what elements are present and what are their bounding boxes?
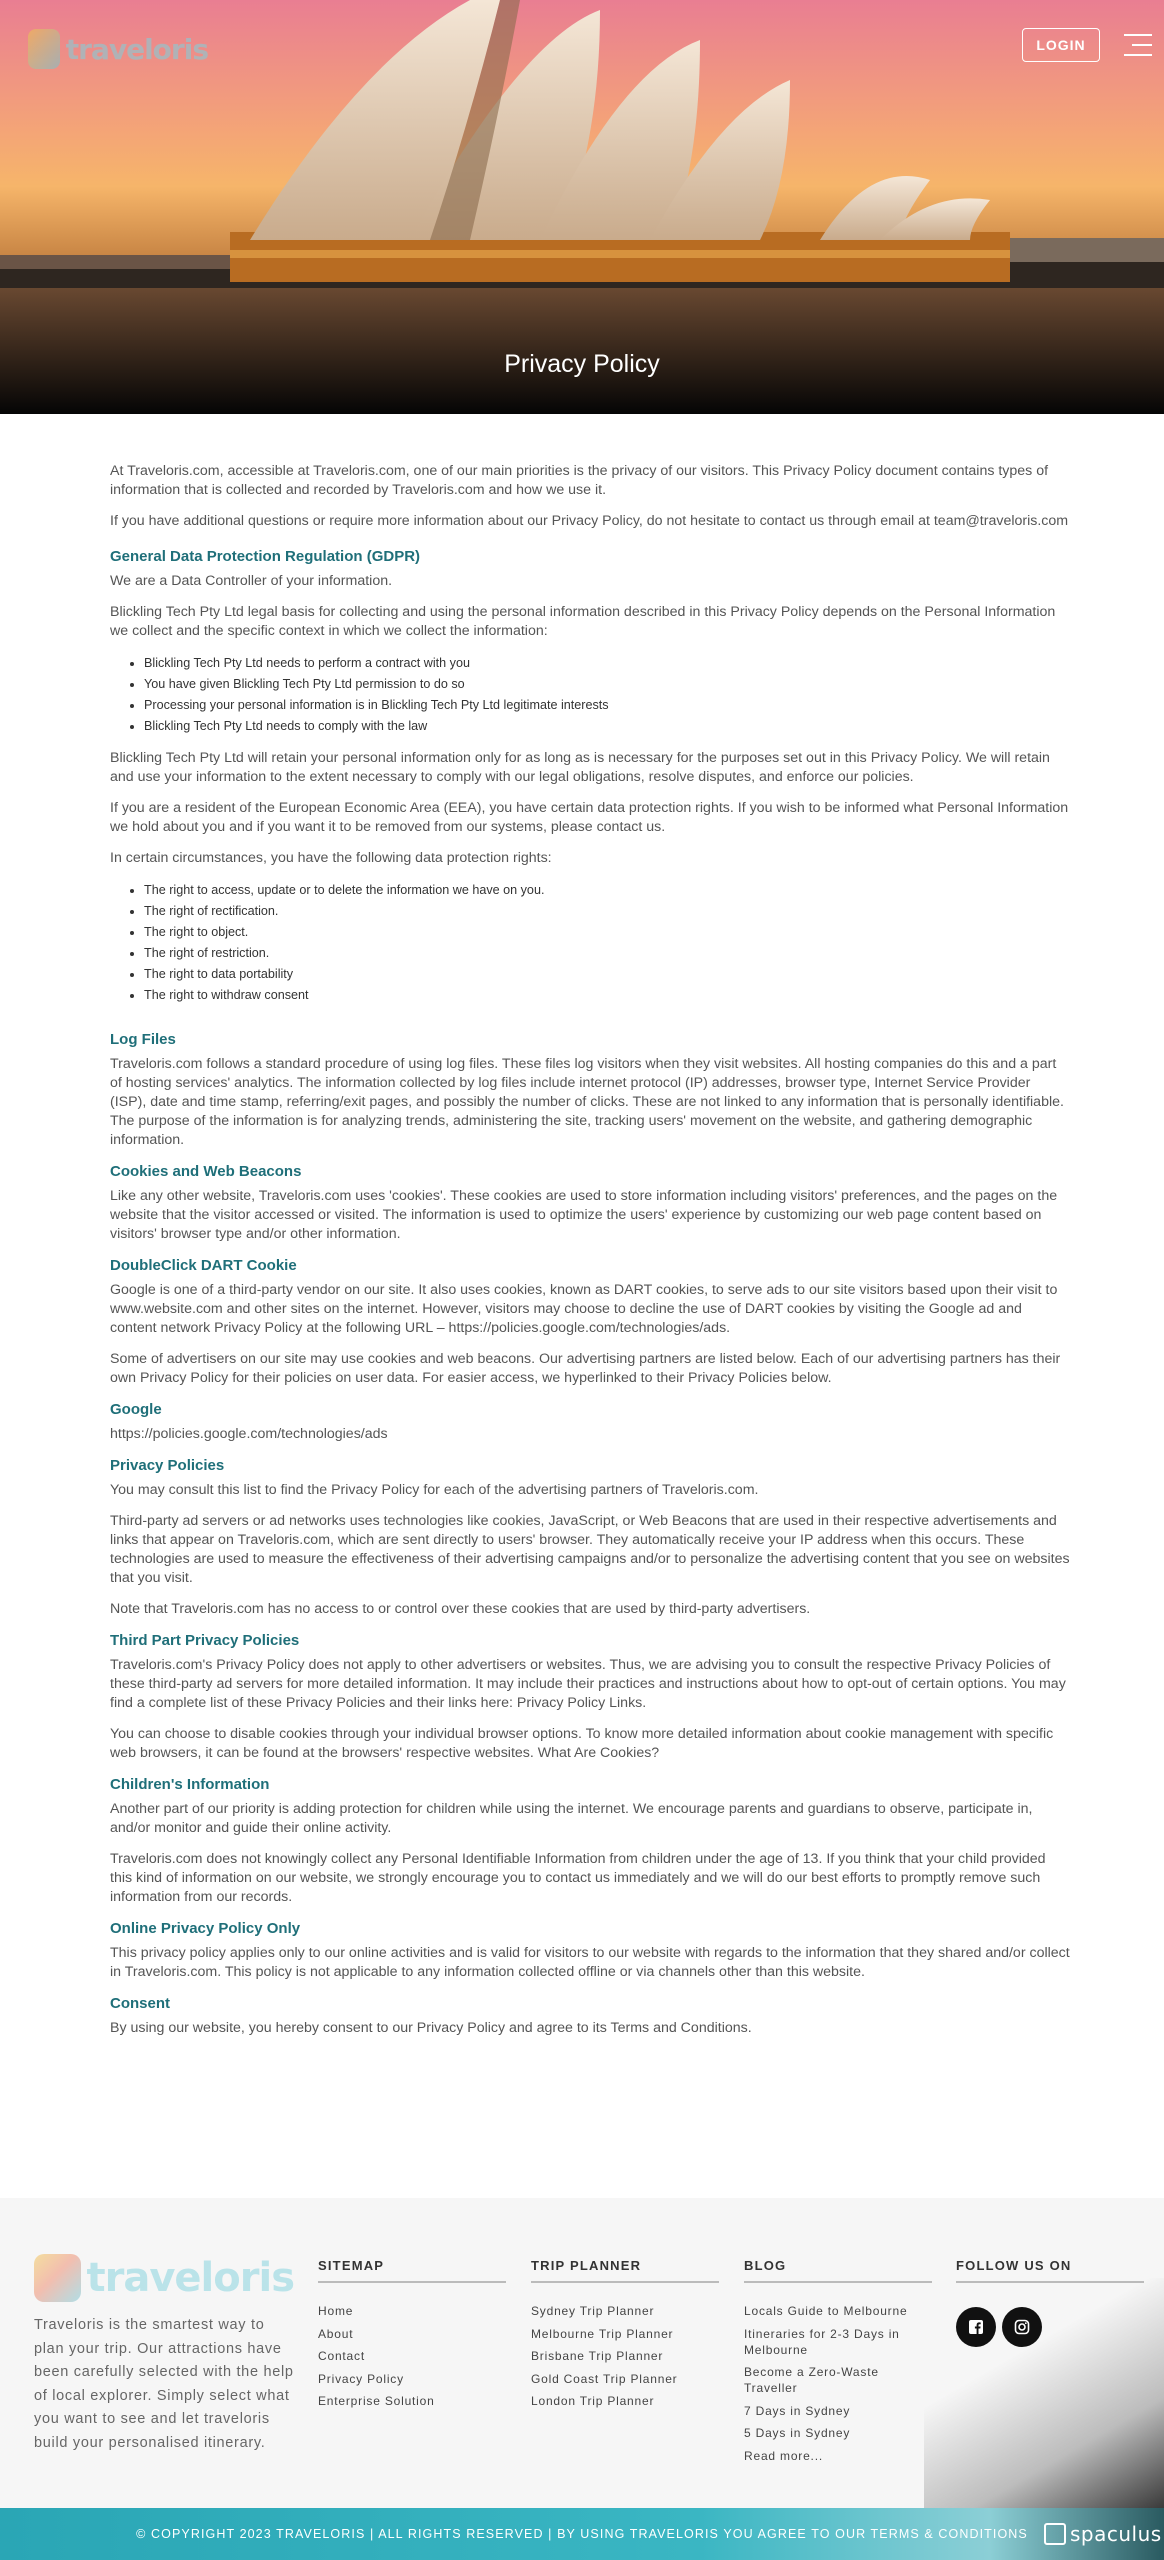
gdpr-paragraph: In certain circumstances, you have the following data protection rights:	[110, 850, 552, 866]
login-button[interactable]: LOGIN	[1022, 28, 1100, 62]
list-item: • The right to object.	[144, 922, 1070, 943]
log-files-heading: Log Files	[110, 1031, 176, 1048]
intro-paragraph: At Traveloris.com, accessible at Traveloris.com, one of our main priorities is the privacy of our visitors. This Privacy Policy document contains types of information that is collected and recorded by Traveloris.com and how we use it.	[110, 463, 1049, 498]
gdpr-paragraph: We are a Data Controller of your information.	[110, 573, 393, 589]
third-party-heading: Third Part Privacy Policies	[110, 1632, 300, 1649]
logo-mark-icon	[34, 2254, 81, 2302]
logo-mark-icon	[28, 29, 60, 69]
facebook-icon[interactable]	[956, 2307, 996, 2347]
third-party-paragraph: Traveloris.com's Privacy Policy does not apply to other advertisers or websites. Thus, we are advising you to consult the respective Privacy Policies of these third-party ad servers for more detailed information. It may include their practices and instructions about how to opt-out of certain options. You may find a complete list of these Privacy Policies and their links here: Privacy Policy Links.	[110, 1657, 1066, 1711]
blog-link[interactable]: 5 Days in Sydney	[744, 2426, 851, 2440]
list-item: • Blickling Tech Pty Ltd needs to perform a contract with you	[144, 653, 1070, 674]
partner-logo: spaculus	[1044, 2516, 1162, 2552]
list-item: • The right of rectification.	[144, 901, 1070, 922]
footer-link-contact[interactable]: Contact	[318, 2349, 365, 2363]
legal-basis-list	[110, 653, 1070, 737]
footer-link-melbourne[interactable]: Melbourne Trip Planner	[531, 2326, 674, 2341]
third-party-paragraph: You can choose to disable cookies through your individual browser options. To know more detailed information about cookie management with specific web browsers, it can be found at the browsers' respective websites. What Are Cookies?	[110, 1726, 1054, 1761]
footer-social	[956, 2258, 1144, 2347]
list-item: • The right to access, update or to delete the information we have on you.	[144, 880, 1070, 901]
gdpr-heading: General Data Protection Regulation (GDPR)	[110, 548, 421, 565]
gdpr-paragraph: If you are a resident of the European Economic Area (EEA), you have certain data protection rights. If you wish to be informed what Personal Information we hold about you and if you want it to be removed from our systems, please contact us.	[110, 800, 1069, 835]
instagram-icon[interactable]	[1002, 2307, 1042, 2347]
list-item: • The right of restriction.	[144, 943, 1070, 964]
contact-paragraph: If you have additional questions or require more information about our Privacy Policy, do not hesitate to contact us through email at team@traveloris.com	[110, 513, 1069, 529]
privacy-policies-paragraph: You may consult this list to find the Privacy Policy for each of the advertising partners of Traveloris.com.	[110, 1482, 759, 1498]
footer-link-privacy[interactable]: Privacy Policy	[318, 2371, 404, 2386]
policy-content	[110, 462, 1070, 2050]
footer-link-london[interactable]: London Trip Planner	[531, 2394, 655, 2408]
list-item: • The right to withdraw consent	[144, 985, 1070, 1006]
blog-title: BLOG	[744, 2258, 932, 2283]
cookies-heading: Cookies and Web Beacons	[110, 1163, 302, 1180]
read-more-link[interactable]: Read more...	[744, 2448, 823, 2463]
dart-paragraph: Google is one of a third-party vendor on our site. It also uses cookies, known as DART cookies, to serve ads to our site visitors based upon their visit to www.website.com and other sites on the internet. However, visitors may choose to decline the use of DART cookies by visiting the Google ad and content network Privacy Policy at the following URL – https://policies.google.com/technologies/ads.	[110, 1282, 1058, 1336]
footer-link-brisbane[interactable]: Brisbane Trip Planner	[531, 2349, 664, 2363]
log-files-paragraph: Traveloris.com follows a standard procedure of using log files. These files log visitors when they visit websites. All hosting companies do this and a part of hosting services' analytics. The information collected by log files include internet protocol (IP) addresses, browser type, Internet Service Provider (ISP), date and time stamp, referring/exit pages, and possibly the number of clicks. These are not linked to any information that is personally identifiable. The purpose of the information is for analyzing trends, administering the site, tracking users' movement on the website, and gathering demographic information.	[110, 1056, 1064, 1148]
hero-banner	[0, 0, 1164, 414]
footer-link-about[interactable]: About	[318, 2326, 354, 2341]
footer-link-gold-coast[interactable]: Gold Coast Trip Planner	[531, 2371, 678, 2386]
cookies-paragraph: Like any other website, Traveloris.com uses 'cookies'. These cookies are used to store information including visitors' preferences, and the pages on the website that the visitor accessed or visited. The information is used to optimize the users' experience by customizing our web page content based on visitors' browser type and/or other information.	[110, 1188, 1058, 1242]
dart-cookie-heading: DoubleClick DART Cookie	[110, 1257, 297, 1274]
hamburger-menu-icon[interactable]	[1124, 34, 1152, 56]
list-item: • You have given Blickling Tech Pty Ltd permission to do so	[144, 674, 1070, 695]
blog-link[interactable]: 7 Days in Sydney	[744, 2403, 851, 2418]
consent-heading: Consent	[110, 1995, 170, 2012]
rights-list	[110, 880, 1070, 1006]
footer-link-enterprise[interactable]: Enterprise Solution	[318, 2394, 435, 2408]
list-item: • The right to data portability	[144, 964, 1070, 985]
footer-about-text: Traveloris is the smartest way to plan your trip. Our attractions have been carefully selected with the help of local explorer. Simply select what you want to see and let traveloris build your personalised itinerary.	[34, 2317, 294, 2451]
dart-paragraph: Some of advertisers on our site may use cookies and web beacons. Our advertising partners are listed below. Each of our advertising partners has their own Privacy Policy for their policies on user data. For easier access, we hyperlinked to their Privacy Policies below.	[110, 1351, 1061, 1386]
footer-trip-planner	[531, 2258, 719, 2416]
sitemap-title: SITEMAP	[318, 2258, 506, 2283]
footer-link-home[interactable]: Home	[318, 2304, 354, 2318]
header-logo[interactable]: traveloris	[28, 26, 208, 72]
online-policy-heading: Online Privacy Policy Only	[110, 1920, 301, 1937]
footer-blog	[744, 2258, 932, 2470]
blog-link[interactable]: Locals Guide to Melbourne	[744, 2304, 908, 2318]
page-title: Privacy Policy	[504, 350, 660, 378]
gdpr-paragraph: Blickling Tech Pty Ltd will retain your personal information only for as long as is necessary for the purposes set out in this Privacy Policy. We will retain and use your information to the extent necessary to comply with our legal obligations, resolve disputes, and enforce our policies.	[110, 750, 1050, 785]
blog-link[interactable]: Become a Zero-Waste Traveller	[744, 2365, 879, 2395]
children-paragraph: Traveloris.com does not knowingly collect any Personal Identifiable Information from children under the age of 13. If you think that your child provided this kind of information on our website, we strongly encourage you to contact us immediately and we will do our best efforts to promptly remove such information from our records.	[110, 1851, 1046, 1905]
privacy-policies-paragraph: Note that Traveloris.com has no access to or control over these cookies that are used by third-party advertisers.	[110, 1601, 811, 1617]
list-item: • Blickling Tech Pty Ltd needs to comply with the law	[144, 716, 1070, 737]
spaculus-logo-icon	[1044, 2523, 1066, 2545]
consent-paragraph: By using our website, you hereby consent to our Privacy Policy and agree to its Terms and Conditions.	[110, 2020, 752, 2036]
privacy-policies-paragraph: Third-party ad servers or ad networks uses technologies like cookies, JavaScript, or Web Beacons that are used in their respective advertisements and links that appear on Traveloris.com, which are sent directly to users' browser. They automatically receive your IP address when this occurs. These technologies are used to measure the effectiveness of their advertising campaigns and/or to personalize the advertising content that you see on websites that you visit.	[110, 1513, 1070, 1586]
footer-sitemap	[318, 2258, 506, 2416]
google-heading: Google	[110, 1401, 162, 1418]
online-policy-paragraph: This privacy policy applies only to our online activities and is valid for visitors to our website with regards to the information that they shared and/or collect in Traveloris.com. This policy is not applicable to any information collected offline or via channels other than this website.	[110, 1945, 1070, 1980]
list-item: • Processing your personal information is in Blickling Tech Pty Ltd legitimate interests	[144, 695, 1070, 716]
footer-logo[interactable]: traveloris	[34, 2248, 294, 2308]
copyright-text: © COPYRIGHT 2023 TRAVELORIS | ALL RIGHTS RESERVED | BY USING TRAVELORIS YOU AGREE TO OUR TERMS & CONDITIONS	[136, 2527, 1028, 2541]
gdpr-paragraph: Blickling Tech Pty Ltd legal basis for collecting and using the personal information described in this Privacy Policy depends on the Personal Information we collect and the specific context in which we collect the information:	[110, 604, 1056, 639]
site-footer	[0, 2198, 1164, 2508]
footer-link-sydney[interactable]: Sydney Trip Planner	[531, 2304, 655, 2318]
copyright-bar	[0, 2508, 1164, 2560]
children-paragraph: Another part of our priority is adding protection for children while using the internet. We encourage parents and guardians to observe, participate in, and/or monitor and guide their online activity.	[110, 1801, 1033, 1836]
children-heading: Children's Information	[110, 1776, 270, 1793]
privacy-policies-heading: Privacy Policies	[110, 1457, 225, 1474]
follow-us-title: FOLLOW US ON	[956, 2258, 1144, 2283]
trip-planner-title: TRIP PLANNER	[531, 2258, 719, 2283]
google-link[interactable]: https://policies.google.com/technologies/ads	[110, 1426, 388, 1442]
blog-link[interactable]: Itineraries for 2-3 Days in Melbourne	[744, 2326, 900, 2357]
